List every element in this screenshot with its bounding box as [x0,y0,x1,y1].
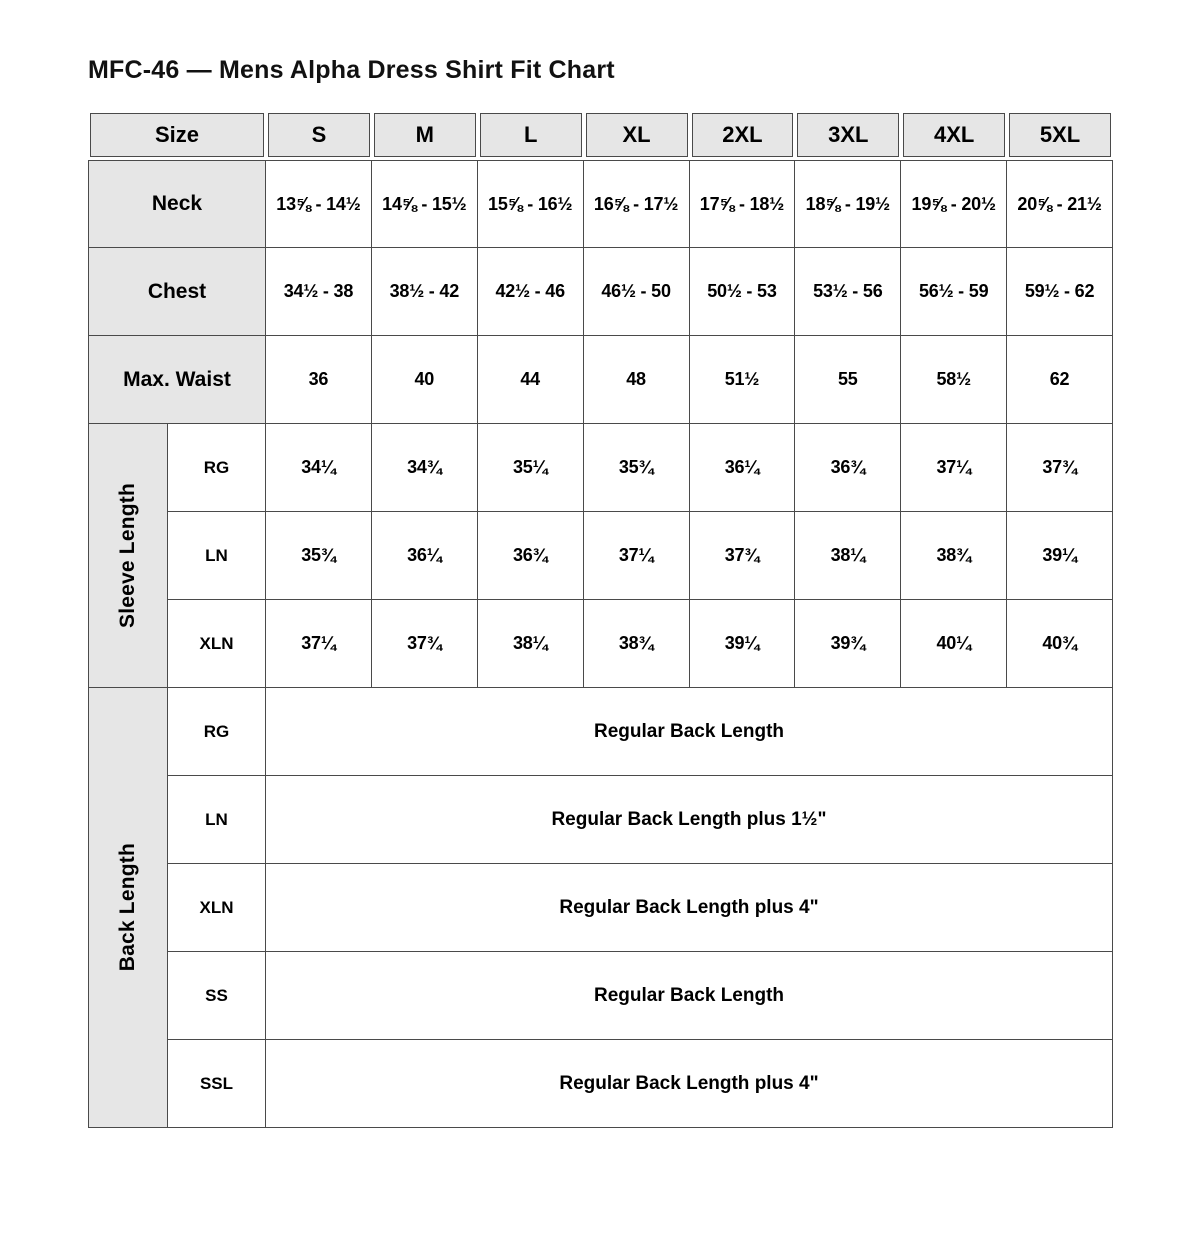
neck-value-cell: 17⅝ - 18½ [690,160,796,248]
group-label-text: Sleeve Length [116,483,139,628]
back-length-value: Regular Back Length plus 4" [266,864,1113,952]
header-cell-wrap [478,113,584,160]
waist-value-cell: 51½ [690,336,796,424]
row-label-back-rg: RG [168,688,266,776]
sleeve-value-cell: 38¾ [901,512,1007,600]
waist-value-cell: 48 [584,336,690,424]
sleeve-value-cell: 34¾ [372,424,478,512]
column-header-xl: XL [586,113,688,157]
neck-value-cell: 18⅝ - 19½ [795,160,901,248]
chest-value-cell: 56½ - 59 [901,248,1007,336]
row-label-sleeve-ln: LN [168,512,266,600]
sleeve-value-cell: 37¾ [372,600,478,688]
sleeve-value-cell: 39¼ [690,600,796,688]
header-cell-wrap [88,113,266,160]
group-label-sleeve-length [88,424,168,688]
page-title: MFC-46 — Mens Alpha Dress Shirt Fit Chart [88,56,615,84]
column-header-m: M [374,113,476,157]
column-header-5xl: 5XL [1009,113,1111,157]
back-length-value: Regular Back Length plus 4" [266,1040,1113,1128]
header-cell-wrap [901,113,1007,160]
sleeve-value-cell: 36¼ [690,424,796,512]
chest-value-cell: 53½ - 56 [795,248,901,336]
row-label-sleeve-xln: XLN [168,600,266,688]
neck-value-cell: 15⅝ - 16½ [478,160,584,248]
sleeve-value-cell: 38¼ [478,600,584,688]
sleeve-value-cell: 35¾ [266,512,372,600]
sleeve-value-cell: 36¼ [372,512,478,600]
sleeve-value-cell: 37¾ [1007,424,1113,512]
sleeve-value-cell: 39¾ [795,600,901,688]
group-label-back-length [88,688,168,1128]
waist-value-cell: 40 [372,336,478,424]
chest-value-cell: 59½ - 62 [1007,248,1113,336]
waist-value-cell: 36 [266,336,372,424]
sleeve-value-cell: 38¾ [584,600,690,688]
waist-value-cell: 55 [795,336,901,424]
row-label-back-ln: LN [168,776,266,864]
neck-value-cell: 19⅝ - 20½ [901,160,1007,248]
sleeve-value-cell: 36¾ [478,512,584,600]
chest-value-cell: 38½ - 42 [372,248,478,336]
back-length-value: Regular Back Length [266,688,1113,776]
sleeve-value-cell: 37¾ [690,512,796,600]
sleeve-value-cell: 40¾ [1007,600,1113,688]
row-label-chest: Chest [88,248,266,336]
column-header-4xl: 4XL [903,113,1005,157]
waist-value-cell: 58½ [901,336,1007,424]
sleeve-value-cell: 37¼ [901,424,1007,512]
chest-value-cell: 34½ - 38 [266,248,372,336]
sleeve-value-cell: 35¾ [584,424,690,512]
header-cell-wrap [795,113,901,160]
chest-value-cell: 46½ - 50 [584,248,690,336]
header-cell-wrap [372,113,478,160]
back-length-value: Regular Back Length plus 1½" [266,776,1113,864]
sleeve-value-cell: 40¼ [901,600,1007,688]
row-label-max-waist: Max. Waist [88,336,266,424]
size-column-header: Size [90,113,264,157]
row-label-sleeve-rg: RG [168,424,266,512]
row-label-back-xln: XLN [168,864,266,952]
neck-value-cell: 20⅝ - 21½ [1007,160,1113,248]
column-header-l: L [480,113,582,157]
row-label-neck: Neck [88,160,266,248]
neck-value-cell: 16⅝ - 17½ [584,160,690,248]
column-header-3xl: 3XL [797,113,899,157]
chest-value-cell: 42½ - 46 [478,248,584,336]
chest-value-cell: 50½ - 53 [690,248,796,336]
waist-value-cell: 44 [478,336,584,424]
sleeve-value-cell: 37¼ [584,512,690,600]
neck-value-cell: 14⅝ - 15½ [372,160,478,248]
row-label-back-ssl: SSL [168,1040,266,1128]
sleeve-value-cell: 34¼ [266,424,372,512]
header-cell-wrap [1007,113,1113,160]
column-header-2xl: 2XL [692,113,794,157]
header-cell-wrap [266,113,372,160]
group-label-text: Back Length [116,843,139,972]
sleeve-value-cell: 37¼ [266,600,372,688]
header-cell-wrap [690,113,796,160]
sleeve-value-cell: 39¼ [1007,512,1113,600]
back-length-value: Regular Back Length [266,952,1113,1040]
neck-value-cell: 13⅝ - 14½ [266,160,372,248]
row-label-back-ss: SS [168,952,266,1040]
fit-chart-table [88,113,1113,1128]
column-header-s: S [268,113,370,157]
sleeve-value-cell: 38¼ [795,512,901,600]
header-cell-wrap [584,113,690,160]
sleeve-value-cell: 35¼ [478,424,584,512]
sleeve-value-cell: 36¾ [795,424,901,512]
waist-value-cell: 62 [1007,336,1113,424]
